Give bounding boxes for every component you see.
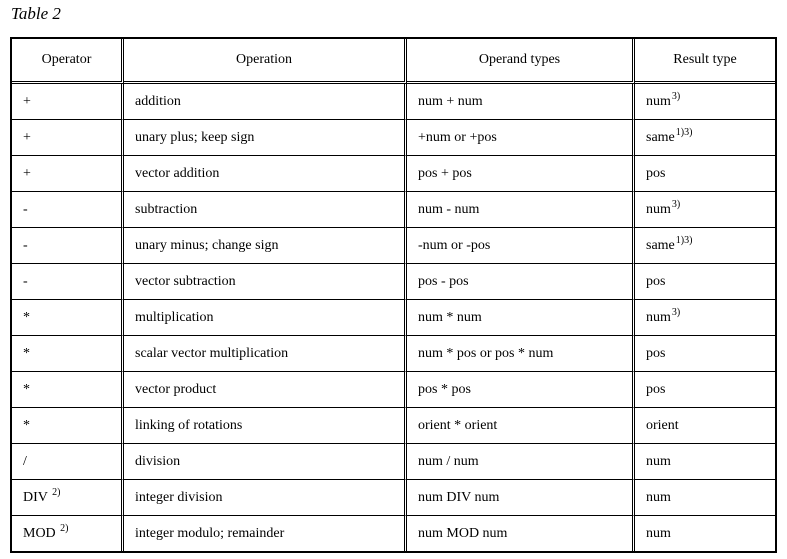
table-row — [12, 264, 775, 300]
cell-operation — [124, 516, 407, 551]
header-operation: Operation — [124, 39, 407, 84]
cell-operator — [12, 192, 124, 228]
cell-operation — [124, 120, 407, 156]
cell-operand-types — [407, 300, 635, 336]
cell-result-type — [635, 516, 775, 551]
cell-result-type-text: num — [646, 525, 671, 541]
cell-result-type — [635, 408, 775, 444]
cell-operand-types — [407, 372, 635, 408]
cell-operation — [124, 156, 407, 192]
cell-operator — [12, 120, 124, 156]
cell-operation — [124, 228, 407, 264]
cell-operand-types — [407, 264, 635, 300]
cell-operand-types-text: num * num — [418, 309, 482, 325]
cell-result-type — [635, 228, 775, 264]
cell-operation — [124, 192, 407, 228]
cell-result-type-text: num — [646, 201, 671, 217]
cell-operand-types — [407, 192, 635, 228]
cell-result-type — [635, 192, 775, 228]
footnote-marker: 1)3) — [675, 126, 693, 138]
cell-operand-types-text: num + num — [418, 93, 483, 109]
cell-operation-text: vector addition — [135, 165, 220, 181]
cell-operator-text: - — [23, 273, 28, 289]
cell-operation-text: unary minus; change sign — [135, 237, 279, 253]
cell-result-type-text: pos — [646, 381, 666, 397]
cell-operator — [12, 516, 124, 551]
cell-operator-text: + — [23, 165, 31, 181]
footnote-marker: 3) — [671, 198, 681, 210]
operators-table — [10, 37, 777, 553]
cell-result-type-text: same — [646, 129, 675, 145]
cell-operator — [12, 84, 124, 120]
cell-result-type — [635, 156, 775, 192]
cell-result-type — [635, 444, 775, 480]
cell-operator — [12, 480, 124, 516]
cell-operation-text: vector product — [135, 381, 217, 397]
cell-operation — [124, 372, 407, 408]
cell-operand-types-text: num - num — [418, 201, 480, 217]
cell-result-type-text: num — [646, 93, 671, 109]
cell-operand-types-text: pos * pos — [418, 381, 471, 397]
cell-operand-types — [407, 228, 635, 264]
cell-result-type-text: num — [646, 489, 671, 505]
cell-operator-text: MOD — [23, 525, 60, 541]
cell-operand-types — [407, 480, 635, 516]
cell-result-type-text: orient — [646, 417, 679, 433]
cell-operation-text: integer modulo; remainder — [135, 525, 285, 541]
table-row — [12, 372, 775, 408]
cell-operator-text: - — [23, 237, 28, 253]
cell-operation — [124, 300, 407, 336]
cell-operator — [12, 408, 124, 444]
cell-operand-types — [407, 516, 635, 551]
cell-operator-text: * — [23, 381, 30, 397]
cell-result-type-text: same — [646, 237, 675, 253]
table-row — [12, 516, 775, 551]
cell-result-type — [635, 300, 775, 336]
cell-operation — [124, 408, 407, 444]
footnote-marker: 3) — [671, 90, 681, 102]
header-result-type: Result type — [635, 39, 775, 84]
cell-operation — [124, 480, 407, 516]
footnote-marker: 3) — [671, 306, 681, 318]
cell-operand-types — [407, 444, 635, 480]
cell-operator-text: / — [23, 453, 27, 469]
cell-result-type — [635, 336, 775, 372]
cell-operation-text: multiplication — [135, 309, 214, 325]
cell-operand-types-text: +num or +pos — [418, 129, 497, 145]
cell-operator — [12, 372, 124, 408]
cell-operator-text: + — [23, 129, 31, 145]
cell-result-type — [635, 372, 775, 408]
table-body — [12, 84, 775, 551]
cell-operator — [12, 228, 124, 264]
cell-operator-text: * — [23, 345, 30, 361]
header-operand-types: Operand types — [407, 39, 635, 84]
cell-result-type-text: pos — [646, 345, 666, 361]
cell-operator-text: - — [23, 201, 28, 217]
table-row — [12, 120, 775, 156]
cell-operator-text: + — [23, 93, 31, 109]
cell-result-type — [635, 480, 775, 516]
table-row — [12, 480, 775, 516]
cell-result-type-text: num — [646, 453, 671, 469]
cell-operator — [12, 264, 124, 300]
cell-operand-types — [407, 120, 635, 156]
cell-operand-types-text: num MOD num — [418, 525, 508, 541]
cell-operand-types-text: pos - pos — [418, 273, 469, 289]
cell-operand-types-text: num DIV num — [418, 489, 500, 505]
cell-operator-text: * — [23, 417, 30, 433]
cell-result-type — [635, 120, 775, 156]
cell-operator — [12, 156, 124, 192]
cell-operator-text: * — [23, 309, 30, 325]
cell-result-type-text: pos — [646, 165, 666, 181]
cell-operator-text: DIV — [23, 489, 52, 505]
cell-result-type — [635, 264, 775, 300]
cell-operation-text: subtraction — [135, 201, 198, 217]
cell-operation-text: addition — [135, 93, 181, 109]
cell-operand-types — [407, 156, 635, 192]
footnote-marker: 2) — [52, 486, 61, 498]
footnote-marker: 2) — [60, 522, 69, 534]
cell-result-type-text: pos — [646, 273, 666, 289]
cell-operation — [124, 264, 407, 300]
cell-operation-text: integer division — [135, 489, 223, 505]
cell-operator — [12, 336, 124, 372]
table-row — [12, 444, 775, 480]
cell-operation-text: linking of rotations — [135, 417, 243, 433]
cell-operand-types — [407, 84, 635, 120]
table-header-row — [12, 39, 775, 84]
footnote-marker: 1)3) — [675, 234, 693, 246]
table-row — [12, 84, 775, 120]
cell-operation — [124, 336, 407, 372]
cell-operation — [124, 84, 407, 120]
table-row — [12, 408, 775, 444]
cell-operand-types-text: -num or -pos — [418, 237, 491, 253]
cell-operator — [12, 444, 124, 480]
table-caption: Table 2 — [11, 4, 61, 23]
table-row — [12, 192, 775, 228]
cell-operator — [12, 300, 124, 336]
cell-operand-types — [407, 336, 635, 372]
cell-operand-types-text: pos + pos — [418, 165, 472, 181]
cell-operand-types — [407, 408, 635, 444]
table-row — [12, 156, 775, 192]
cell-operation-text: unary plus; keep sign — [135, 129, 255, 145]
cell-operation-text: scalar vector multiplication — [135, 345, 289, 361]
cell-operand-types-text: num / num — [418, 453, 479, 469]
cell-result-type-text: num — [646, 309, 671, 325]
cell-operation-text: vector subtraction — [135, 273, 236, 289]
cell-result-type — [635, 84, 775, 120]
cell-operation — [124, 444, 407, 480]
table-row — [12, 336, 775, 372]
cell-operation-text: division — [135, 453, 181, 469]
cell-operand-types-text: orient * orient — [418, 417, 498, 433]
cell-operand-types-text: num * pos or pos * num — [418, 345, 554, 361]
table-row — [12, 300, 775, 336]
table-row — [12, 228, 775, 264]
header-operator: Operator — [12, 39, 124, 84]
